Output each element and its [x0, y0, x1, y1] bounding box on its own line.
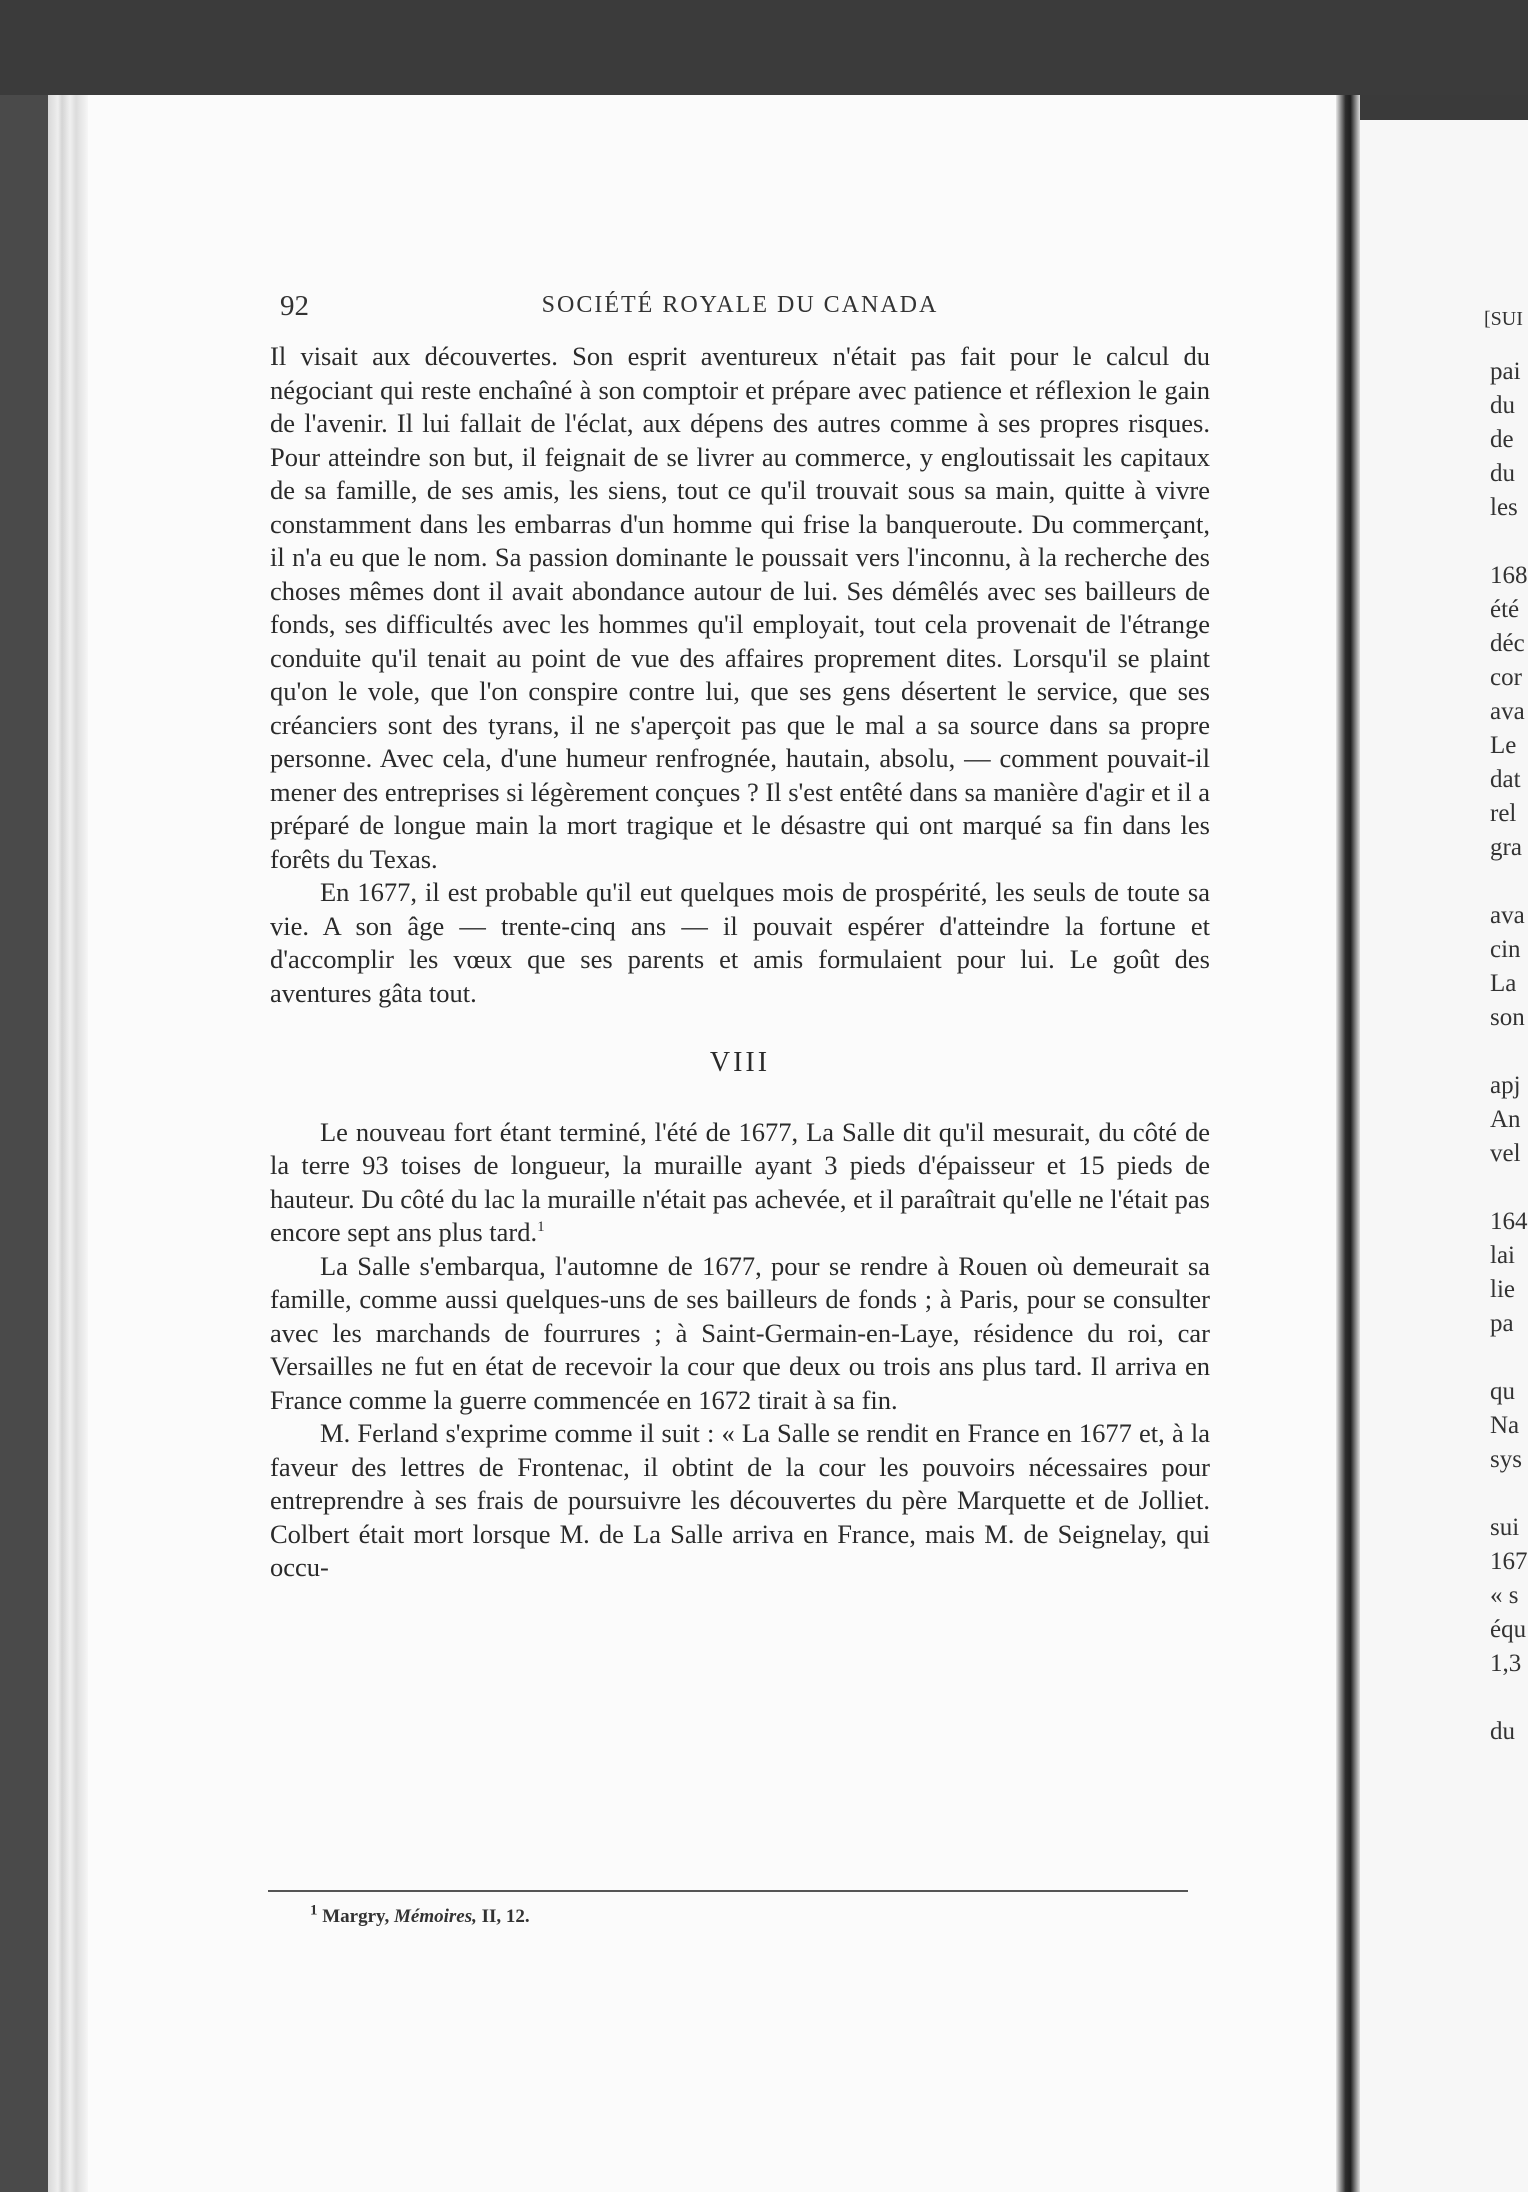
right-page-line: 168 — [1490, 562, 1528, 589]
paragraph-2: En 1677, il est probable qu'il eut quelques mois de prospérité, les seuls de toute sa vie. A son âge — trente-cinq ans — il pouvait espérer d'atteindre la fortune et d'accomplir les vœux que ses parents et amis formulaient pour lui. Le goût des aventures gâta tout. — [270, 877, 1210, 1008]
right-page-line: 164 — [1490, 1208, 1528, 1235]
right-page-line: de — [1490, 426, 1514, 453]
right-page-line: gra — [1490, 834, 1522, 861]
right-page-line: du — [1490, 460, 1515, 487]
footnote-author: Margry, — [322, 1906, 390, 1927]
right-page-line: ava — [1490, 698, 1525, 725]
right-page-line: rel — [1490, 800, 1517, 827]
right-page-line: pa — [1490, 1310, 1514, 1337]
page-stack-edge — [48, 95, 88, 2192]
right-page-line: lie — [1490, 1276, 1515, 1303]
right-page-line: été — [1490, 596, 1520, 623]
paragraph-5: M. Ferland s'exprime comme il suit : « La Salle se rendit en France en 1677 et, à la faveur des lettres de Frontenac, il obtint de la cour les pouvoirs nécessaires pour entreprendre à ses frais de poursuivre les découvertes du père Marquette et de Jolliet. Colbert était mort lorsque M. de La Salle arriva en France, mais M. de Seignelay, qui occu- — [270, 1418, 1210, 1582]
right-page-line: pai — [1490, 358, 1521, 385]
book-gutter — [1336, 95, 1360, 2192]
right-page-line — [1490, 1477, 1528, 1511]
right-page-line — [1490, 865, 1528, 899]
footnote — [310, 1902, 530, 1928]
right-page-text — [1490, 355, 1528, 1749]
right-page-header: [SUI — [1484, 308, 1523, 330]
right-page-line: sys — [1490, 1446, 1522, 1473]
right-page-line: du — [1490, 392, 1515, 419]
running-title: SOCIÉTÉ ROYALE DU CANADA — [541, 292, 939, 318]
right-page-line: « s — [1490, 1582, 1519, 1609]
page-number: 92 — [280, 290, 309, 322]
body-text — [270, 340, 1210, 1585]
right-page-line: 1,3 — [1490, 1650, 1522, 1677]
paragraph-3 — [270, 1116, 1210, 1250]
footnote-title: Mémoires, — [394, 1906, 477, 1927]
right-page-line: sui — [1490, 1514, 1520, 1541]
page-header — [280, 290, 1200, 340]
right-page-line: dat — [1490, 766, 1521, 793]
right-page-line: Le — [1490, 732, 1517, 759]
right-page-line: son — [1490, 1004, 1525, 1031]
right-page-line: lai — [1490, 1242, 1515, 1269]
right-page-line: 167 — [1490, 1548, 1528, 1575]
right-page-line: apj — [1490, 1072, 1521, 1099]
right-page-line: les — [1490, 494, 1518, 521]
footnote-rule — [268, 1890, 1188, 1892]
right-page-line — [1490, 1681, 1528, 1715]
right-page-line: La — [1490, 970, 1517, 997]
right-page-line: cor — [1490, 664, 1522, 691]
right-page-line: An — [1490, 1106, 1521, 1133]
footnote-ref: 1 — [537, 1219, 545, 1236]
right-page-line: Na — [1490, 1412, 1520, 1439]
paragraph-1: Il visait aux découvertes. Son esprit aventureux n'était pas fait pour le calcul du négociant qui reste enchaîné à son comptoir et prépare avec patience et réflexion le gain de l'avenir. Il lui fallait de l'éclat, aux dépens des autres comme à ses propres risques. Pour atteindre son but, il feignait de se livrer au commerce, y engloutissait les capitaux de sa famille, de ses amis, les siens, tout ce qu'il trouvait sous sa main, quitte à vivre constamment dans les embarras d'un homme qui frise la banqueroute. Du commerçant, il n'a eu que le nom. Sa passion dominante le poussait vers l'inconnu, à la recherche des choses mêmes dont il avait abondance autour de lui. Ses démêlés avec ses bailleurs de fonds, ses difficultés avec les hommes qu'il employait, tout cela provenait de l'étrange conduite qu'il tenait au point de vue des affaires proprement dites. Lorsqu'il se plaint qu'on le vole, que l'on conspire contre lui, que ses gens désertent le service, que ses créanciers sont des tyrans, il ne s'aperçoit pas que le mal a sa source dans sa propre personne. Avec cela, d'une humeur renfrognée, hautain, absolu, — comment pouvait-il mener des entreprises si légèrement conçues ? Il s'est entêté dans sa manière d'agir et il a préparé de longue main la mort tragique et le désastre qui ont marqué sa fin dans les forêts du Texas. — [270, 341, 1210, 874]
right-page-line: du — [1490, 1718, 1515, 1745]
right-page-line: qu — [1490, 1378, 1515, 1405]
section-heading: VIII — [709, 1047, 771, 1078]
footnote-marker: 1 — [310, 1902, 318, 1919]
paragraph-4: La Salle s'embarqua, l'automne de 1677, pour se rendre à Rouen où demeurait sa famille, comme aussi quelques-uns de ses bailleurs de fonds ; à Paris, pour se consulter avec les marchands de fourrures ; à Saint-Germain-en-Laye, résidence du roi, car Versailles ne fut en état de recevoir la cour que deux ou trois ans plus tard. Il arriva en France comme la guerre commencée en 1672 tirait à sa fin. — [270, 1250, 1210, 1415]
paragraph-3-text: Le nouveau fort étant terminé, l'été de 1677, La Salle dit qu'il mesurait, du côté de la terre 93 toises de longueur, la muraille ayant 3 pieds d'épaisseur et 15 pieds de hauteur. Du côté du lac la muraille n'était pas achevée, et il paraîtrait qu'elle ne l'était pas encore sept ans plus tard. — [270, 1116, 1210, 1247]
scanner-background — [0, 0, 1528, 95]
right-page-line — [1490, 525, 1528, 559]
right-page-line: équ — [1490, 1616, 1527, 1643]
right-page-line: déc — [1490, 630, 1525, 657]
right-page-line: ava — [1490, 902, 1525, 929]
right-page-line — [1490, 1171, 1528, 1205]
right-page-line — [1490, 1035, 1528, 1069]
right-page-line: cin — [1490, 936, 1521, 963]
right-page-line: vel — [1490, 1140, 1521, 1167]
footnote-ref-text: II, 12. — [481, 1906, 530, 1927]
right-page-line — [1490, 1341, 1528, 1375]
